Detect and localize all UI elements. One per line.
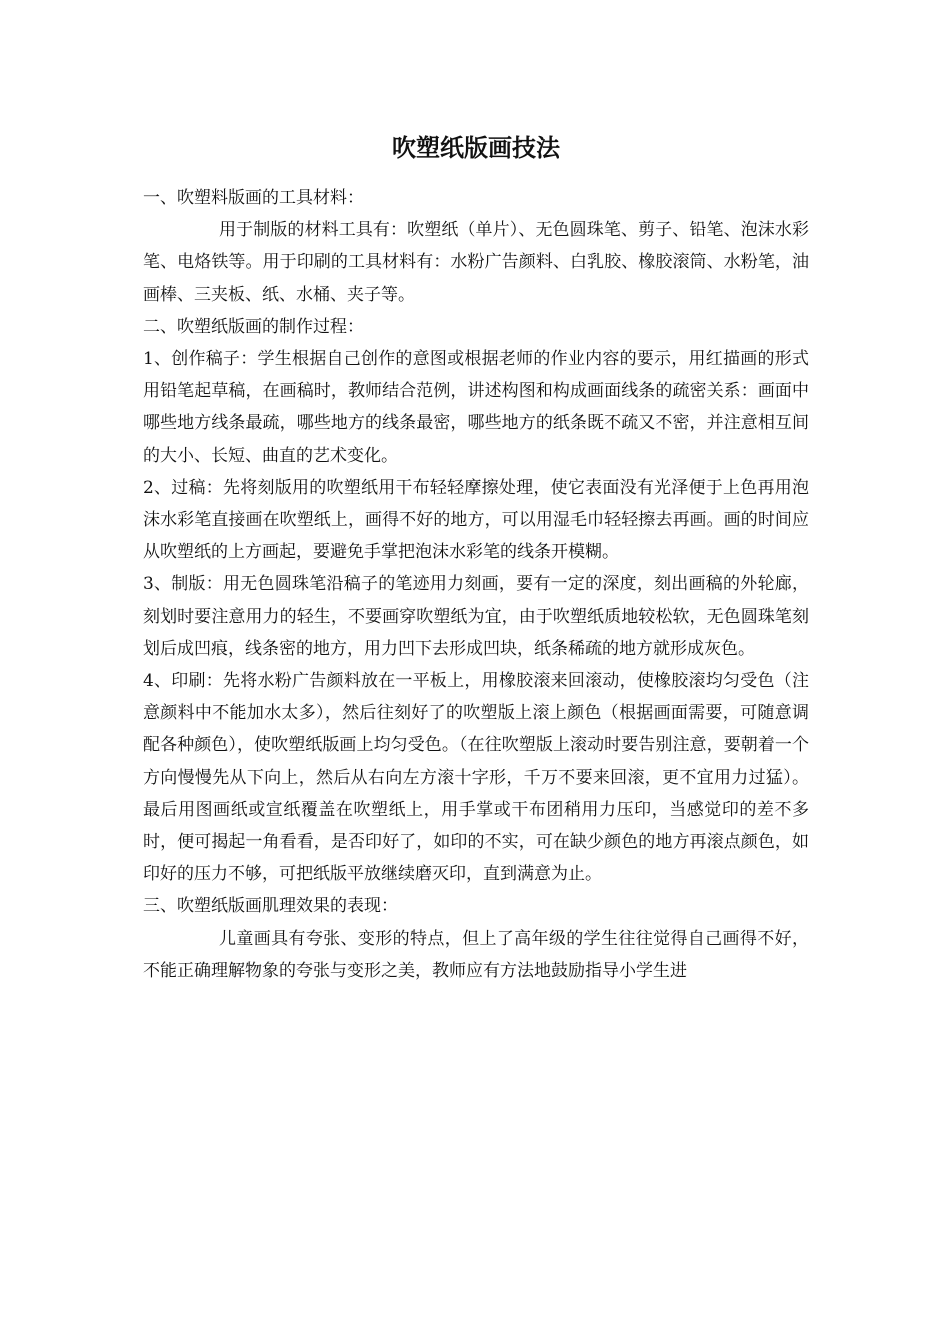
paragraph: 二、吹塑纸版画的制作过程：	[143, 316, 364, 337]
paragraph: 1、创作稿子：学生根据自己创作的意图或根据老师的作业内容的要示，用红描画的形式用铅笔起草稿，在画稿时，教师结合范例，讲述构图和构成画面线条的疏密关系：画面中哪些地方线条最疏，哪些地方的线条最密，哪些地方的纸条既不疏又不密，并注意相互间的大小、长短、曲直的艺术变化。	[143, 349, 809, 466]
paragraph: 一、吹塑料版画的工具材料：	[143, 188, 364, 208]
paragraph: 2、过稿：先将刻版用的吹塑纸用干布轻轻摩擦处理，使它表面没有光泽便于上色再用泡沫水彩笔直接画在吹塑纸上，画得不好的地方，可以用湿毛巾轻轻擦去再画。画的时间应从吹塑纸的上方画起，要避免手掌把泡沫水彩笔的线条开模糊。	[143, 477, 809, 563]
document-page	[143, 128, 809, 987]
paragraph: 三、吹塑纸版画肌理效果的表现：	[143, 896, 398, 917]
paragraph: 3、制版：用无色圆珠笔沿稿子的笔迹用力刻画，要有一定的深度，刻出画稿的外轮廊，刻划时要注意用力的轻生，不要画穿吹塑纸为宜，由于吹塑纸质地较松软，无色圆珠笔刻划后成凹痕，线条密的地方，用力凹下去形成凹块，纸条稀疏的地方就形成灰色。	[143, 574, 809, 659]
document-body	[143, 182, 809, 987]
paragraph: 4、印刷：先将水粉广告颜料放在一平板上，用橡胶滚来回滚动，使橡胶滚均匀受色（注意颜料中不能加水太多），然后往刻好了的吹塑版上滚上颜色（根据画面需要，可随意调配各种颜色），使吹塑纸版画上均匀受色。（在往吹塑版上滚动时要告别注意，要朝着一个方向慢慢先从下向上，然后从右向左方滚十字形，千万不要来回滚，更不宜用力过猛）。最后用图画纸或宣纸覆盖在吹塑纸上，用手掌或干布团稍用力压印，当感觉印的差不多时，便可揭起一角看看，是否印好了，如印的不实，可在缺少颜色的地方再滚点颜色，如印好的压力不够，可把纸版平放继续磨灭印，直到满意为止。	[143, 671, 809, 885]
paragraph: 用于制版的材料工具有：吹塑纸（单片）、无色圆珠笔、剪子、铅笔、泡沫水彩笔、电烙铁等。用于印刷的工具材料有：水粉广告颜料、白乳胶、橡胶滚筒、水粉笔，油画棒、三夹板、纸、水桶、夹子等。	[143, 220, 809, 305]
paragraph: 儿童画具有夸张、变形的特点，但上了高年级的学生往往觉得自己画得不好，不能正确理解物象的夸张与变形之美，教师应有方法地鼓励指导小学生进	[143, 928, 809, 981]
document-title: 吹塑纸版画技法	[392, 133, 560, 162]
